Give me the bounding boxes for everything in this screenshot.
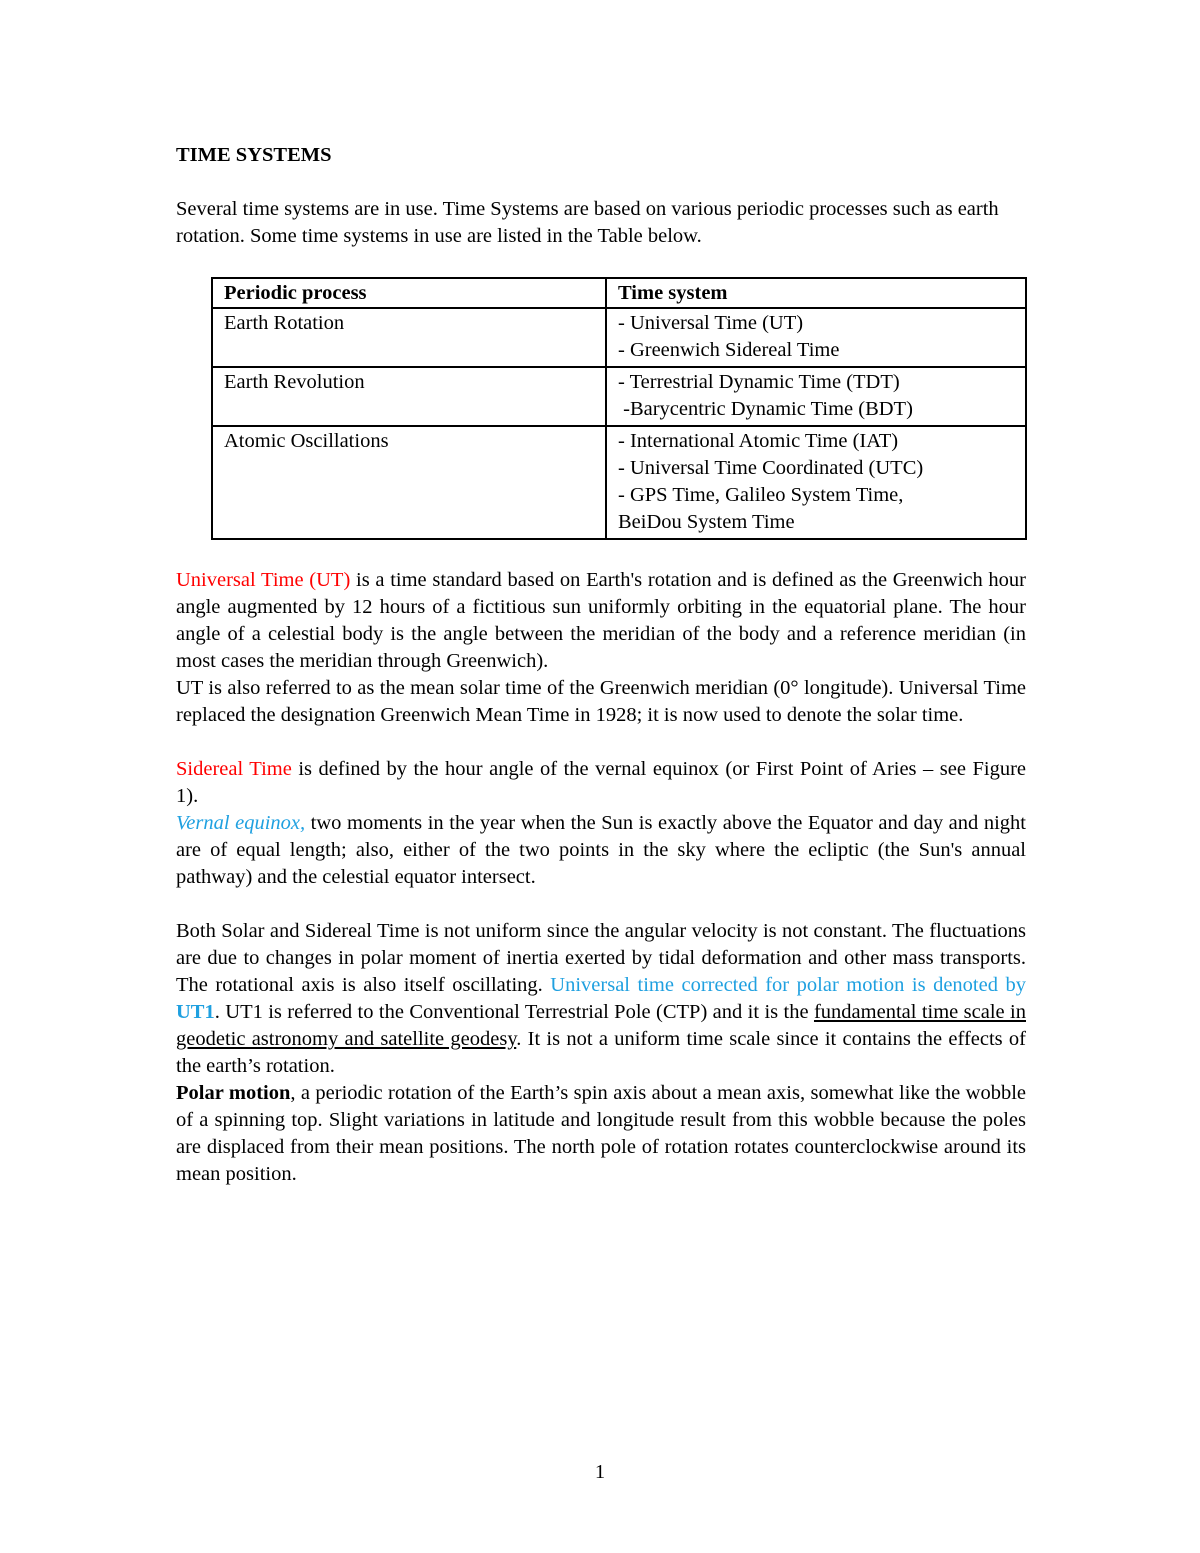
sidereal-term: Sidereal Time [176, 758, 292, 780]
vernal-term: Vernal equinox, [176, 812, 306, 834]
table-header-time-system: Time system [606, 278, 1026, 308]
table-header-periodic-process: Periodic process [212, 278, 606, 308]
page-content [176, 142, 1026, 1188]
time-system-item: - International Atomic Time (IAT) [618, 430, 899, 452]
table-cell-process: Earth Revolution [212, 367, 606, 426]
sidereal-paragraph [176, 756, 1026, 810]
ut1-underlined: fundamental time scale in geodetic astronomy and satellite geodesy [176, 1001, 1026, 1050]
polar-motion-term: Polar motion [176, 1082, 291, 1104]
ut-definition: is a time standard based on Earth's rotation and is defined as the Greenwich hour angle augmented by 12 hours of a fictitious sun uniformly orbiting in the equatorial plane. The hour angle of a celestial body is the angle between the meridian of the body and a reference meridian (in most cases the meridian through Greenwich). [176, 569, 1026, 672]
time-system-item: BeiDou System Time [618, 511, 795, 533]
time-system-item: -Barycentric Dynamic Time (BDT) [618, 398, 913, 420]
table-row [212, 426, 1026, 539]
ut1-text-ctp: . UT1 is referred to the Conventional Terrestrial Pole (CTP) and it is the [214, 1001, 814, 1023]
time-system-item: - Terrestrial Dynamic Time (TDT) [618, 371, 900, 393]
table-cell-process: Atomic Oscillations [212, 426, 606, 539]
ut-mean-solar-paragraph: UT is also referred to as the mean solar time of the Greenwich meridian (0° longitude). Universal Time replaced the designation Greenwich Mean Time in 1928; it is now used to denote the solar time. [176, 677, 1026, 726]
vernal-paragraph [176, 810, 1026, 891]
time-system-item: - GPS Time, Galileo System Time, [618, 484, 904, 506]
intro-paragraph: Several time systems are in use. Time Systems are based on various periodic processes such as earth rotation. Some time systems in use are listed in the Table below. [176, 198, 999, 247]
sidereal-definition: is defined by the hour angle of the vernal equinox (or First Point of Aries – see Figure 1). [176, 758, 1026, 807]
table-header-row [212, 278, 1026, 308]
ut1-term: UT1 [176, 1001, 215, 1023]
table-cell-systems [606, 308, 1026, 367]
table-cell-systems [606, 426, 1026, 539]
table-cell-systems [606, 367, 1026, 426]
page-number: 1 [594, 1461, 606, 1483]
table-row [212, 367, 1026, 426]
ut-paragraph [176, 567, 1026, 675]
time-system-item: - Universal Time Coordinated (UTC) [618, 457, 924, 479]
time-system-item: - Universal Time (UT) [618, 312, 804, 334]
time-system-item: - Greenwich Sidereal Time [618, 339, 840, 361]
table-row [212, 308, 1026, 367]
polar-motion-paragraph [176, 1080, 1026, 1188]
table-cell-process: Earth Rotation [212, 308, 606, 367]
ut1-text-intro: Both Solar and Sidereal Time is not uniform since the angular velocity is not constant. The fluctuations are due to changes in polar moment of inertia exerted by tidal deformation and other mass transports. The rotational axis is also itself oscillating. [176, 920, 1026, 996]
time-systems-table [211, 277, 1027, 540]
ut1-paragraph [176, 918, 1026, 1080]
ut1-text-end: . It is not a uniform time scale since it contains the effects of the earth’s rotation. [176, 1028, 1026, 1077]
vernal-definition: two moments in the year when the Sun is exactly above the Equator and day and night are of equal length; also, either of the two points in the sky where the ecliptic (the Sun's annual pathway) and the celestial equator intersect. [176, 812, 1026, 888]
ut-term: Universal Time (UT) [176, 569, 351, 591]
ut1-highlight: Universal time corrected for polar motion is denoted by [550, 974, 1026, 996]
polar-motion-definition: , a periodic rotation of the Earth’s spin axis about a mean axis, somewhat like the wobble of a spinning top. Slight variations in latitude and longitude result from this wobble because the poles are displaced from their mean positions. The north pole of rotation rotates counterclockwise around its mean position. [176, 1082, 1026, 1185]
page-title: TIME SYSTEMS [176, 144, 332, 166]
